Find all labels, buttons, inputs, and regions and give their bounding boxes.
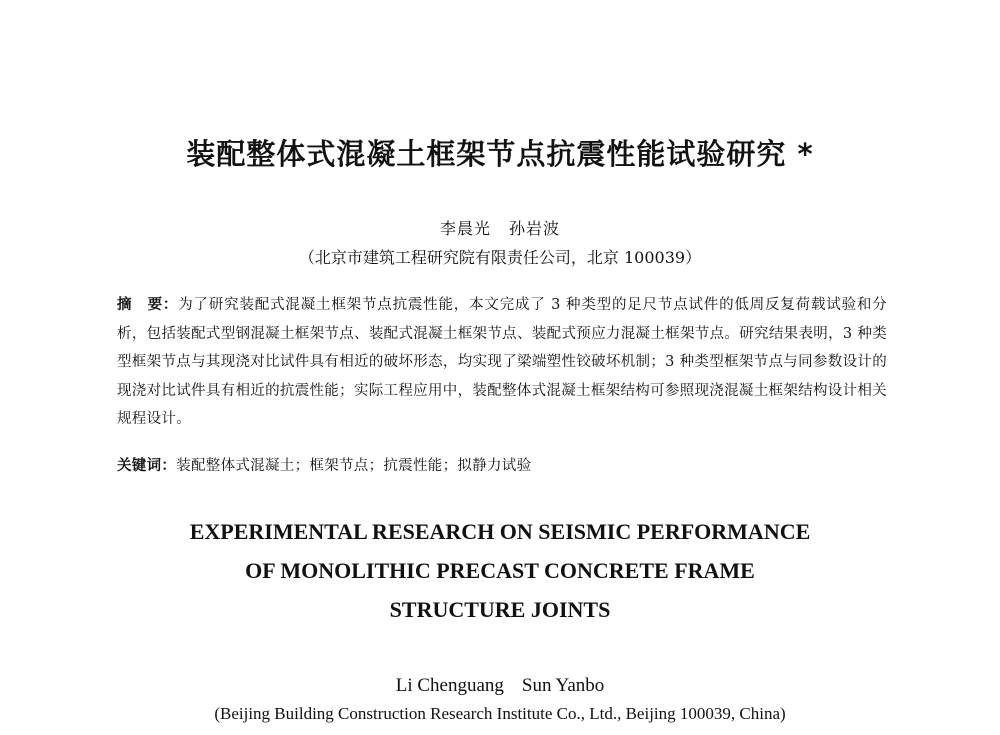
paper-title-chinese: 装配整体式混凝土框架节点抗震性能试验研究 * — [186, 137, 814, 171]
author-name: 李晨光 — [439, 219, 491, 238]
keywords-label: 关键词： — [117, 458, 177, 474]
author-name: 孙岩波 — [509, 219, 561, 238]
abstract-label: 摘 要： — [117, 297, 179, 313]
abstract-chinese — [117, 291, 887, 434]
author-name: Li Chenguang — [395, 675, 504, 696]
keywords-chinese — [117, 456, 887, 476]
keywords-text: 装配整体式混凝土；框架节点；抗震性能；拟静力试验 — [176, 458, 532, 474]
abstract-text: 为了研究装配式混凝土框架节点抗震性能，本文完成了 3 种类型的足尺节点试件的低周反复荷载试验和分析，包括装配式型钢混凝土框架节点、装配式混凝土框架节点、装配式预应力混凝土框架节点。研究结果表明，3 种类型框架节点与其现浇对比试件具有相近的破坏形态，均实现了梁端塑性铰破坏机制；3 种类型框架节点与同参数设计的现浇对比试件具有相近的抗震性能；实际工程应用中，装配整体式混凝土框架结构可参照现浇混凝土框架结构设计相关规程设计。 — [117, 297, 888, 427]
title-line: OF MONOLITHIC PRECAST CONCRETE FRAME — [245, 558, 755, 583]
author-name: Sun Yanbo — [521, 675, 605, 696]
paper-title-english — [0, 512, 1000, 629]
title-line: EXPERIMENTAL RESEARCH ON SEISMIC PERFORMANCE — [189, 519, 811, 544]
authors-english — [0, 675, 1000, 697]
title-line: STRUCTURE JOINTS — [389, 597, 611, 622]
affiliation-chinese: （北京市建筑工程研究院有限责任公司，北京 100039） — [298, 248, 702, 267]
affiliation-english: (Beijing Building Construction Research Institute Co., Ltd., Beijing 100039, China) — [214, 704, 786, 723]
authors-chinese — [0, 216, 1000, 239]
